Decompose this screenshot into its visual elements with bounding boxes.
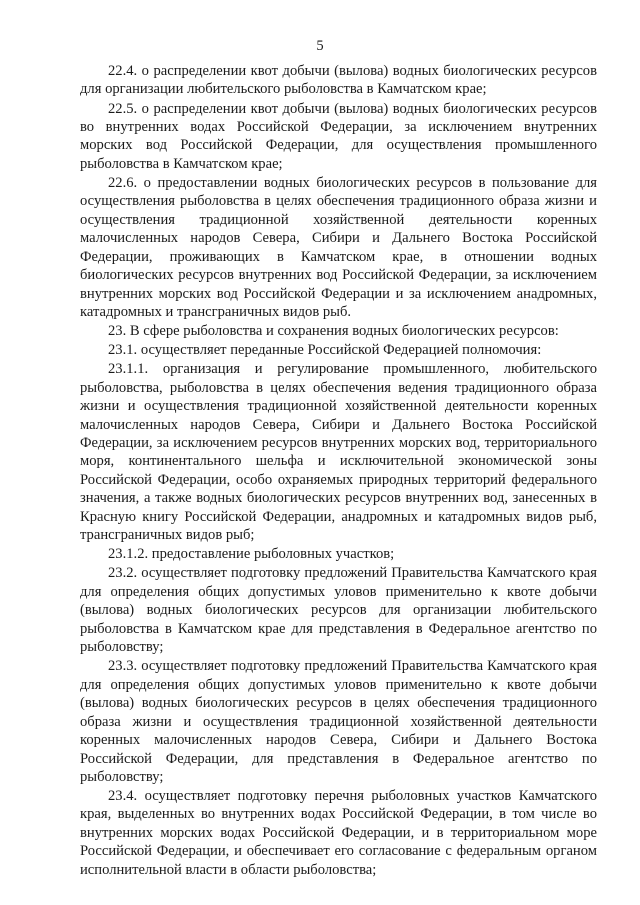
paragraph-23-1: 23.1. осуществляет переданные Российской Федерацией полномочия: — [108, 342, 542, 359]
paragraph-23-1-2: 23.1.2. предоставление рыболовных участков; — [108, 546, 395, 563]
paragraph-23-1-1: 23.1.1. организация и регулирование промышленного, любительского рыболовства, рыболовства в целях обеспечения ведения традиционного образа жизни и осуществления традиционной хозяйственной деятельности коренных малочисленных народов Севера, Сибири и Дальнего Востока Российской Федерации, за исключением ресурсов внутренних морских вод, территориального моря, континентального шельфа и исключительной экономической зоны Российской Федерации, особо охраняемых природных территорий федерального значения, а также водных биологических ресурсов внутренних вод, занесенных в Красную книгу Российской Федерации, анадромных и катадромных видов рыб, трансграничных видов рыб; — [80, 361, 597, 544]
page-number: 5 — [316, 38, 324, 54]
paragraph-23-2: 23.2. осуществляет подготовку предложений Правительства Камчатского края для определения общих допустимых уловов применительно к квоте добычи (вылова) водных биологических ресурсов для организации любительского рыболовства в Камчатском крае для представления в Федеральное агентство по рыболовству; — [80, 565, 597, 656]
document-body — [80, 62, 597, 880]
paragraph-23-4: 23.4. осуществляет подготовку перечня рыболовных участков Камчатского края, выделенных во внутренних водах Российской Федерации, в том числе во внутренних морских водах Российской Федерации, и в территориальном море Российской Федерации, и обеспечивает его согласование с федеральным органом исполнительной власти в области рыболовства; — [80, 788, 597, 878]
paragraph-23-3: 23.3. осуществляет подготовку предложений Правительства Камчатского края для определения общих допустимых уловов применительно к квоте добычи (вылова) водных биологических ресурсов в целях обеспечения традиционного образа жизни и осуществления традиционной хозяйственной деятельности коренных малочисленных народов Севера, Сибири и Дальнего Востока Российской Федерации, для представления в Федеральное агентство по рыболовству; — [80, 658, 597, 785]
paragraph-22-5: 22.5. о распределении квот добычи (вылова) водных биологических ресурсов во внутренних водах Российской Федерации, за исключением внутренних морских вод Российской Федерации, для осуществления промышленного рыболовства в Камчатском крае; — [80, 100, 597, 172]
paragraph-22-4: 22.4. о распределении квот добычи (вылова) водных биологических ресурсов для организации любительского рыболовства в Камчатском крае; — [80, 63, 597, 98]
paragraph-22-6: 22.6. о предоставлении водных биологических ресурсов в пользование для осуществления рыболовства в целях обеспечения традиционного образа жизни и осуществления традиционной хозяйственной деятельности коренных малочисленных народов Севера, Сибири и Дальнего Востока Российской Федерации, проживающих в Камчатском крае, в отношении водных биологических ресурсов внутренних вод Российской Федерации, за исключением внутренних морских вод Российской Федерации и за исключением анадромных, катадромных и трансграничных видов рыб. — [80, 174, 597, 321]
paragraph-23: 23. В сфере рыболовства и сохранения водных биологических ресурсов: — [108, 323, 559, 340]
